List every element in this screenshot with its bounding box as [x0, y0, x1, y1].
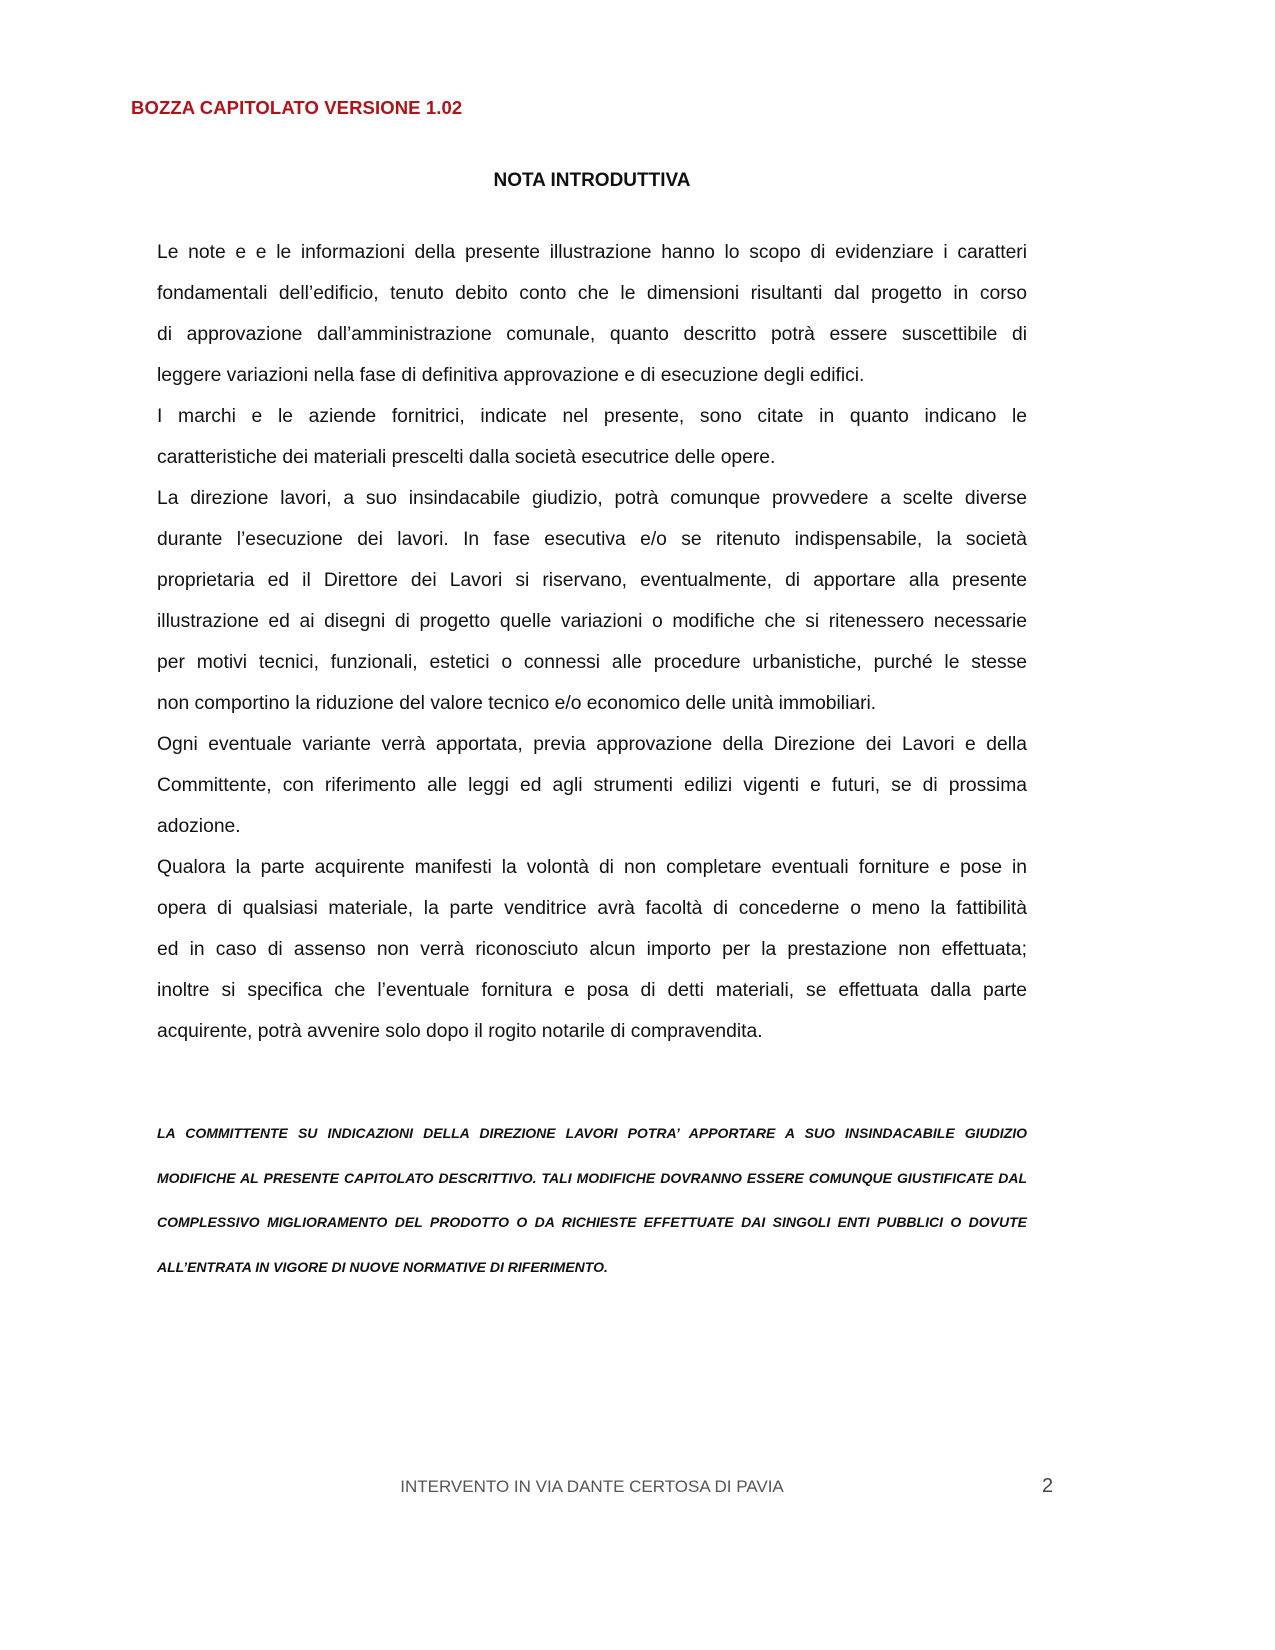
paragraph-line: opera di qualsiasi materiale, la parte venditrice avrà facoltà di concederne o meno la fattibilità: [157, 898, 1027, 919]
paragraph: [157, 403, 1027, 485]
paragraph-line: proprietaria ed il Direttore dei Lavori si riservano, eventualmente, di apportare alla presente: [157, 570, 1027, 591]
notice-line: LA COMMITTENTE SU INDICAZIONI DELLA DIREZIONE LAVORI POTRA’ APPORTARE A SUO INSINDACABILE GIUDIZIO: [157, 1125, 1027, 1141]
paragraph-line: caratteristiche dei materiali prescelti dalla società esecutrice delle opere.: [157, 447, 776, 468]
paragraph-line: fondamentali dell’edificio, tenuto debito conto che le dimensioni risultanti dal progetto in corso: [157, 283, 1027, 304]
paragraph-line: per motivi tecnici, funzionali, estetici o connessi alle procedure urbanistiche, purché le stesse: [157, 652, 1027, 673]
paragraph: [157, 854, 1027, 1059]
paragraph-line: durante l’esecuzione dei lavori. In fase esecutiva e/o se ritenuto indispensabile, la società: [157, 529, 1027, 550]
paragraph-line: illustrazione ed ai disegni di progetto quelle variazioni o modifiche che si ritenessero necessarie: [157, 611, 1027, 632]
paragraph-line: La direzione lavori, a suo insindacabile giudizio, potrà comunque provvedere a scelte diverse: [157, 488, 1027, 509]
paragraph-line: I marchi e le aziende fornitrici, indicate nel presente, sono citate in quanto indicano le: [157, 406, 1027, 427]
introductory-text: [157, 239, 1027, 1059]
paragraph-line: di approvazione dall’amministrazione comunale, quanto descritto potrà essere suscettibile di: [157, 324, 1027, 345]
paragraph-line: inoltre si specifica che l’eventuale fornitura e posa di detti materiali, se effettuata dalla parte: [157, 980, 1027, 1001]
paragraph: [157, 239, 1027, 403]
paragraph-line: Le note e e le informazioni della presente illustrazione hanno lo scopo di evidenziare i caratteri: [157, 242, 1027, 263]
paragraph: [157, 485, 1027, 731]
page-number: 2: [1042, 1475, 1054, 1497]
paragraph-line: Qualora la parte acquirente manifesti la volontà di non completare eventuali forniture e pose in: [157, 857, 1027, 878]
paragraph-line: Committente, con riferimento alle leggi ed agli strumenti edilizi vigenti e futuri, se di prossima: [157, 775, 1027, 796]
paragraph-line: adozione.: [157, 816, 241, 837]
paragraph-line: leggere variazioni nella fase di definitiva approvazione e di esecuzione degli edifici.: [157, 365, 865, 386]
paragraph-line: ed in caso di assenso non verrà riconosciuto alcun importo per la prestazione non effettuata;: [157, 939, 1027, 960]
paragraph-line: Ogni eventuale variante verrà apportata, previa approvazione della Direzione dei Lavori e della: [157, 734, 1027, 755]
notice-line: MODIFICHE AL PRESENTE CAPITOLATO DESCRITTIVO. TALI MODIFICHE DOVRANNO ESSERE COMUNQUE GIUSTIFICATE DAL: [157, 1169, 1027, 1186]
committente-notice: [157, 1122, 1027, 1301]
notice-line: COMPLESSIVO MIGLIORAMENTO DEL PRODOTTO O DA RICHIESTE EFFETTUATE DAI SINGOLI ENTI PUBBLICI O DOVUTE: [157, 1214, 1027, 1231]
page-title: NOTA INTRODUTTIVA: [493, 170, 691, 191]
notice-line: ALL’ENTRATA IN VIGORE DI NUOVE NORMATIVE DI RIFERIMENTO.: [157, 1259, 608, 1276]
draft-version-header: BOZZA CAPITOLATO VERSIONE 1.02: [131, 97, 463, 118]
paragraph: [157, 731, 1027, 854]
paragraph-line: acquirente, potrà avvenire solo dopo il rogito notarile di compravendita.: [157, 1021, 763, 1042]
paragraph-line: non comportino la riduzione del valore tecnico e/o economico delle unità immobiliari.: [157, 693, 877, 714]
footer-project-name: INTERVENTO IN VIA DANTE CERTOSA DI PAVIA: [400, 1477, 784, 1496]
